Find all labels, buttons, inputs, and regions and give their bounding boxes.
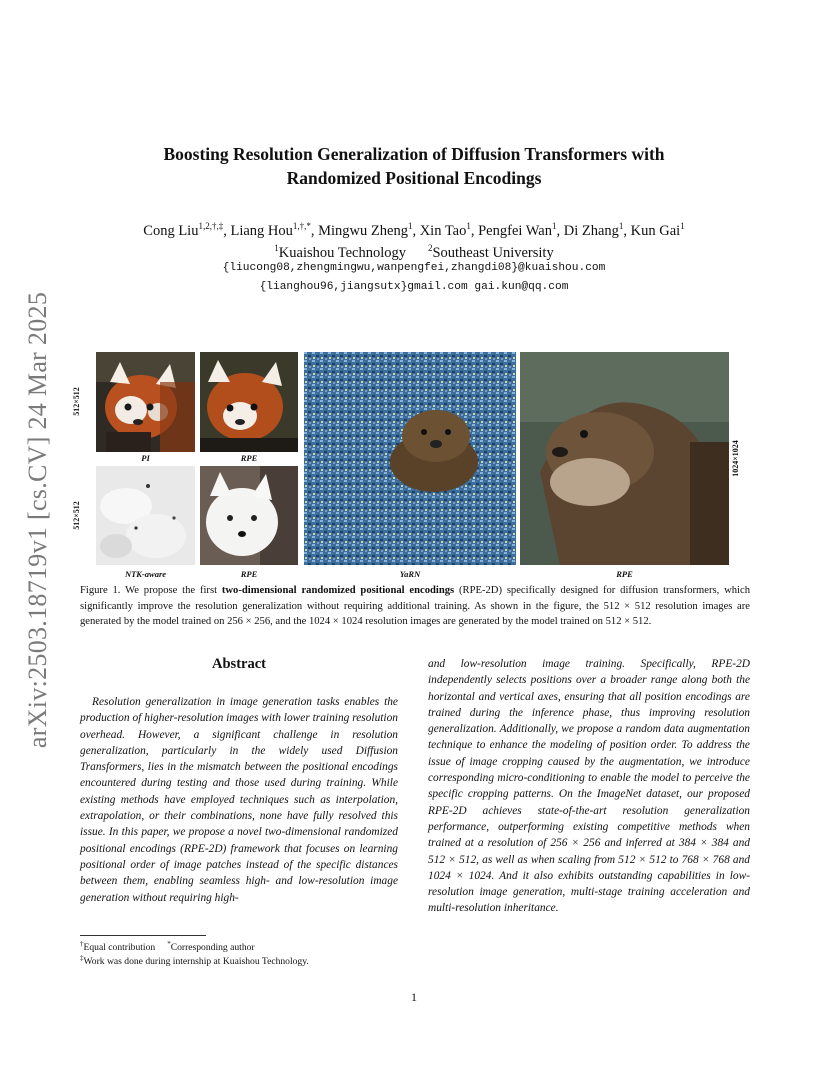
abstract-text-right: and low-resolution image training. Specifically, RPE-2D independently selects positions over a broader range along both the horizontal and vertical axes, ensuring that all position encodings are trained during the inference phase, thus improving resolution generalization. Additionally, we propose a random data augmentation technique to enhance the modeling of position order. To address the issue of image cropping caused by the augmentation, we introduce corresponding micro-conditioning to enable the model to perceive the specific cropping patterns. On the ImageNet dataset, our proposed RPE-2D achieves state-of-the-art resolution generalization performance, outperforming existing competitive methods when trained at a resolution of 256 × 256 and inferred at 384 × 384 and 512 × 512, as well as when scaling from 512 × 512 to 768 × 768 and 1024 × 1024. And it also exhibits outstanding capabilities in low-resolution image generation, multi-stage training acceleration and multi-resolution inheritance.: [428, 658, 750, 915]
abstract-text-left: Resolution generalization in image generation tasks enables the production of higher-resolution images with lower training resolution overhead. However, a significant challenge in resolution generalization, particularly in the widely used Diffusion Transformers, lies in the mismatch between the positional encodings encountered during testing and those used during training. While existing methods have employed techniques such as interpolation, extrapolation, or their combinations, none have fully resolved this issue. In this paper, we propose a novel two-dimensional randomized positional encodings (RPE-2D) framework that focuses on learning positional order of image patches instead of the specific distances between them, enabling seamless high- and low-resolution image generation without requiring high-: [80, 696, 398, 904]
red-panda-pi-image: [96, 352, 195, 452]
footnote: †Equal contribution *Corresponding author: [80, 940, 255, 954]
author-list: Cong Liu$^{1,2,\dagger,\ddagger}$, Liang Hou$^{1,\dagger,*}$, Mingwu Zheng$^1$, Xin Tao$^1$, Pengfei Wan$^1$, Di Zhang$^1$, Kun Gai$^1$: [143, 221, 685, 239]
row-label-512-bottom: 512×512: [71, 501, 81, 530]
panel-label-yarn: YaRN: [399, 569, 421, 579]
arxiv-stamp: arXiv:2503.18719v1 [cs.CV] 24 Mar 2025: [23, 291, 52, 749]
side-label-1024: 1024×1024: [730, 440, 740, 477]
panel-label-pi: PI: [141, 453, 150, 463]
panel-label-rpe: RPE: [616, 569, 633, 579]
title-line-1: Boosting Resolution Generalization of Diffusion Transformers with: [163, 144, 665, 164]
otter-yarn-image: [304, 352, 516, 565]
author: Di Zhang: [563, 222, 619, 239]
figure-caption: Figure 1. We propose the first two-dimensional randomized positional encodings (RPE-2D) specifically designed for diffusion transformers, which significantly improve the resolution generalization without requiring additional training. As shown in the figure, the 512 × 512 resolution images are generated by the model trained on 256 × 256, and the 1024 × 1024 resolution images are generated by the model trained on 512 × 512.: [80, 585, 750, 627]
affiliation: Southeast University: [432, 244, 554, 261]
author: Liang Hou: [230, 222, 293, 239]
otter-rpe-image: [520, 352, 729, 565]
affiliation: Kuaishou Technology: [278, 244, 406, 261]
author: Cong Liu: [143, 222, 199, 239]
author: Xin Tao: [419, 222, 467, 239]
affiliations: $^1$Kuaishou Technology $^2$Southeast University: [274, 243, 554, 261]
red-panda-rpe-image: [200, 352, 298, 452]
footnote-rule: [80, 935, 206, 936]
author: Pengfei Wan: [478, 222, 552, 239]
abstract-heading: Abstract: [212, 656, 266, 672]
row-label-512-top: 512×512: [71, 387, 81, 416]
arctic-fox-rpe-image: [200, 466, 298, 565]
panel-label-rpe: RPE: [240, 569, 258, 579]
page-number: 1: [411, 990, 417, 1004]
paper-title: [80, 142, 748, 190]
email-line: {lianghou96,jiangsutx}gmail.com gai.kun@qq.com: [259, 281, 569, 293]
panel-label-ntk-aware: NTK-aware: [124, 569, 167, 579]
footnote: ‡Work was done during internship at Kuaishou Technology.: [80, 954, 309, 968]
author: Mingwu Zheng: [318, 222, 408, 239]
title-line-2: Randomized Positional Encodings: [286, 168, 542, 188]
arctic-fox-ntk-image: [96, 466, 195, 565]
panel-label-rpe: RPE: [240, 453, 258, 463]
author: Kun Gai: [630, 222, 681, 239]
email-line: {liucong08,zhengmingwu,wanpengfei,zhangdi08}@kuaishou.com: [222, 262, 606, 274]
